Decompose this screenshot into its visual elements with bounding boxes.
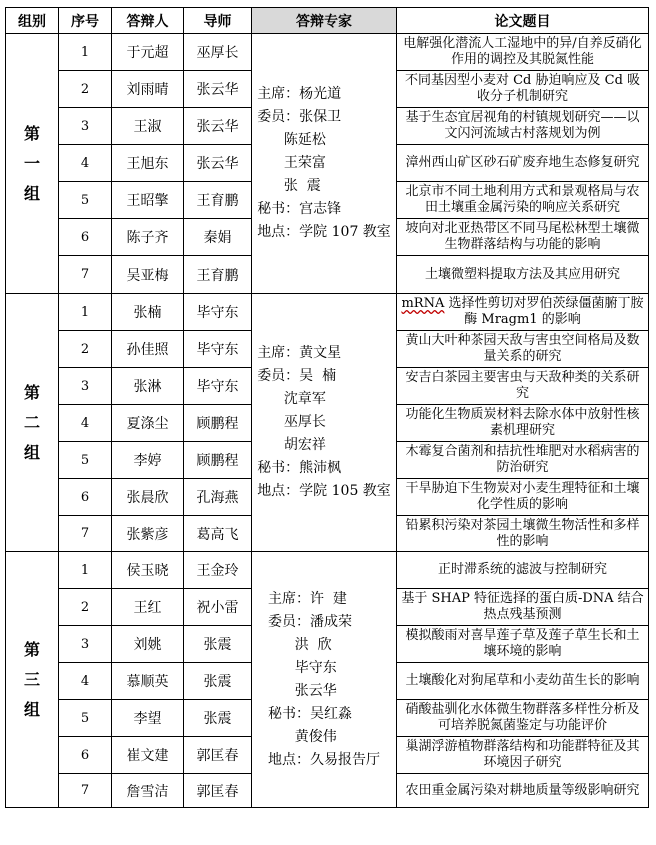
group-label-char: 二: [23, 412, 40, 432]
expert-line: 张 震: [257, 178, 321, 194]
expert-line: 张云华: [268, 682, 337, 699]
supervisor-name: 郭匡春: [184, 737, 252, 774]
expert-line: 胡宏祥: [257, 437, 326, 453]
expert-line: 委员：吴 楠: [257, 368, 337, 384]
expert-line: 主席：杨光道: [257, 86, 342, 102]
supervisor-name: 张云华: [184, 108, 252, 145]
student-name: 刘雨晴: [112, 71, 184, 108]
expert-line: 毕守东: [268, 659, 337, 676]
group-label-char: 三: [23, 669, 40, 689]
defense-schedule-table: [5, 7, 649, 808]
expert-list: [257, 342, 391, 503]
student-name: 孙佳照: [112, 331, 184, 368]
student-name: 王旭东: [112, 145, 184, 182]
supervisor-name: 王金玲: [184, 552, 252, 589]
supervisor-name: 巫厚长: [184, 34, 252, 71]
expert-line: 地点：学院 105 教室: [257, 483, 391, 499]
student-name: 吴亚梅: [112, 256, 184, 294]
thesis-title: 硝酸盐驯化水体微生物群落多样性分析及可培养脱氮菌鉴定与功能评价: [397, 700, 649, 737]
supervisor-name: 张震: [184, 626, 252, 663]
expert-line: 王荣富: [257, 155, 326, 171]
thesis-title: 基于生态宜居视角的村镇规划研究——以文闪河流域古村落规划为例: [397, 108, 649, 145]
expert-line: 秘书：吴红淼: [268, 705, 352, 722]
table-body: [6, 34, 649, 808]
header-thesis: 论文题目: [397, 8, 649, 34]
student-name: 王淑: [112, 108, 184, 145]
row-number: 5: [59, 182, 112, 219]
thesis-title: 基于 SHAP 特征选择的蛋白质-DNA 结合热点残基预测: [397, 589, 649, 626]
expert-line: 委员：张保卫: [257, 109, 342, 125]
row-number: 2: [59, 71, 112, 108]
supervisor-name: 毕守东: [184, 368, 252, 405]
supervisor-name: 王育鹏: [184, 182, 252, 219]
expert-line: 沈章军: [257, 391, 326, 407]
row-number: 4: [59, 145, 112, 182]
student-name: 张楠: [112, 294, 184, 331]
row-number: 2: [59, 331, 112, 368]
group-label: [6, 552, 59, 808]
expert-panel: [252, 552, 397, 808]
header-student: 答辩人: [112, 8, 184, 34]
header-supervisor: 导师: [184, 8, 252, 34]
thesis-title: 土壤酸化对狗尾草和小麦幼苗生长的影响: [397, 663, 649, 700]
row-number: 4: [59, 405, 112, 442]
group-label-char: 一: [23, 153, 40, 173]
supervisor-name: 顾鹏程: [184, 405, 252, 442]
expert-line: 黄俊伟: [268, 728, 337, 745]
expert-list: [268, 588, 380, 772]
supervisor-name: 祝小雷: [184, 589, 252, 626]
thesis-title: 干旱胁迫下生物炭对小麦生理特征和土壤化学性质的影响: [397, 479, 649, 516]
student-name: 慕顺英: [112, 663, 184, 700]
group-label-char: 组: [23, 699, 40, 719]
row-number: 2: [59, 589, 112, 626]
group-label-char: 第: [23, 382, 40, 402]
row-number: 6: [59, 737, 112, 774]
row-number: 7: [59, 774, 112, 808]
expert-line: 主席：黄文星: [257, 345, 342, 361]
row-number: 5: [59, 442, 112, 479]
thesis-title: 不同基因型小麦对 Cd 胁迫响应及 Cd 吸收分子机制研究: [397, 71, 649, 108]
header-row: [6, 8, 649, 34]
supervisor-name: 郭匡春: [184, 774, 252, 808]
thesis-title: 漳州西山矿区砂石矿废弃地生态修复研究: [397, 145, 649, 182]
supervisor-name: 王育鹏: [184, 256, 252, 294]
header-group: 组别: [6, 8, 59, 34]
thesis-title: 巢湖浮游植物群落结构和功能群特征及其环境因子研究: [397, 737, 649, 774]
expert-line: 地点：久易报告厅: [268, 751, 380, 768]
student-name: 崔文建: [112, 737, 184, 774]
thesis-title: 坡向对北亚热带区不同马尾松林型土壤微生物群落结构与功能的影响: [397, 219, 649, 256]
thesis-title: 北京市不同土地利用方式和景观格局与农田土壤重金属污染的响应关系研究: [397, 182, 649, 219]
student-name: 张紫彦: [112, 516, 184, 552]
expert-panel: [252, 294, 397, 552]
row-number: 3: [59, 626, 112, 663]
thesis-title: 模拟酸雨对喜旱莲子草及莲子草生长和土壤环境的影响: [397, 626, 649, 663]
supervisor-name: 顾鹏程: [184, 442, 252, 479]
supervisor-name: 张震: [184, 700, 252, 737]
student-name: 于元超: [112, 34, 184, 71]
supervisor-name: 葛高飞: [184, 516, 252, 552]
thesis-title: [397, 294, 649, 331]
expert-line: 地点：学院 107 教室: [257, 224, 391, 240]
student-name: 王红: [112, 589, 184, 626]
group-label-char: 组: [23, 442, 40, 462]
thesis-title: 土壤微塑料提取方法及其应用研究: [397, 256, 649, 294]
row-number: 1: [59, 552, 112, 589]
thesis-title: 木霉复合菌剂和拮抗性堆肥对水稻病害的防治研究: [397, 442, 649, 479]
thesis-title: 黄山大叶种茶园天敌与害虫空间格局及数量关系的研究: [397, 331, 649, 368]
expert-line: 陈延松: [257, 132, 326, 148]
row-number: 4: [59, 663, 112, 700]
supervisor-name: 张云华: [184, 145, 252, 182]
group-label-char: 第: [23, 639, 40, 659]
header-num: 序号: [59, 8, 112, 34]
supervisor-name: 张震: [184, 663, 252, 700]
row-number: 6: [59, 479, 112, 516]
student-name: 张晨欣: [112, 479, 184, 516]
student-name: 侯玉晓: [112, 552, 184, 589]
thesis-title: 正时滞系统的滤波与控制研究: [397, 552, 649, 589]
student-name: 李望: [112, 700, 184, 737]
supervisor-name: 秦娟: [184, 219, 252, 256]
expert-list: [257, 83, 391, 244]
supervisor-name: 张云华: [184, 71, 252, 108]
thesis-title-flagged-word: mRNA: [401, 296, 445, 311]
expert-line: 洪 欣: [268, 636, 332, 653]
table-row: [6, 552, 649, 589]
supervisor-name: 毕守东: [184, 331, 252, 368]
supervisor-name: 孔海燕: [184, 479, 252, 516]
group-label: [6, 34, 59, 294]
student-name: 李婷: [112, 442, 184, 479]
group-label-char: 组: [23, 183, 40, 203]
row-number: 3: [59, 108, 112, 145]
student-name: 刘姚: [112, 626, 184, 663]
thesis-title: 安吉白茶园主要害虫与天敌种类的关系研究: [397, 368, 649, 405]
supervisor-name: 毕守东: [184, 294, 252, 331]
table-row: [6, 294, 649, 331]
row-number: 5: [59, 700, 112, 737]
row-number: 1: [59, 34, 112, 71]
student-name: 詹雪洁: [112, 774, 184, 808]
expert-line: 巫厚长: [257, 414, 326, 430]
thesis-title: 铅累积污染对茶园土壤微生物活性和多样性的影响: [397, 516, 649, 552]
row-number: 6: [59, 219, 112, 256]
expert-line: 秘书：宫志锋: [257, 201, 342, 217]
student-name: 夏涤尘: [112, 405, 184, 442]
student-name: 陈子齐: [112, 219, 184, 256]
student-name: 王昭擎: [112, 182, 184, 219]
group-label: [6, 294, 59, 552]
thesis-title: 农田重金属污染对耕地质量等级影响研究: [397, 774, 649, 808]
expert-line: 委员：潘成荣: [268, 613, 352, 630]
row-number: 3: [59, 368, 112, 405]
thesis-title: 电解强化潜流人工湿地中的异/自养反硝化作用的调控及其脱氮性能: [397, 34, 649, 71]
table-row: [6, 34, 649, 71]
expert-panel: [252, 34, 397, 294]
expert-line: 秘书：熊沛枫: [257, 460, 342, 476]
expert-line: 主席：许 建: [268, 590, 347, 607]
row-number: 7: [59, 256, 112, 294]
group-label-char: 第: [23, 123, 40, 143]
row-number: 7: [59, 516, 112, 552]
row-number: 1: [59, 294, 112, 331]
header-experts: 答辩专家: [252, 8, 397, 34]
thesis-title-rest: 选择性剪切对罗伯茨绿僵菌腑丁胺酶 Mragm1 的影响: [444, 296, 644, 327]
defense-schedule-sheet: [5, 7, 649, 808]
thesis-title: 功能化生物质炭材料去除水体中放射性核素机理研究: [397, 405, 649, 442]
student-name: 张淋: [112, 368, 184, 405]
